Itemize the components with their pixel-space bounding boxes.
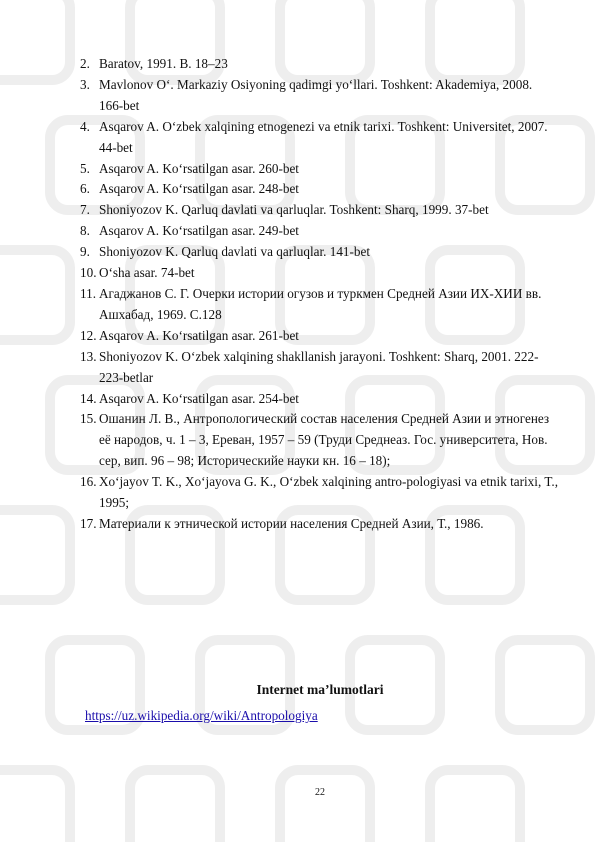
reference-number: 14.: [80, 390, 97, 406]
reference-number: 11.: [80, 285, 96, 301]
reference-number: 7.: [80, 202, 90, 218]
reference-text: Asqarov A. Ko‘rsatilgan asar. 260-bet: [99, 160, 299, 176]
reference-list: [80, 54, 558, 535]
reference-text: Asqarov A. Ko‘rsatilgan asar. 248-bet: [99, 181, 299, 197]
reference-item: [80, 389, 558, 410]
reference-text: Asqarov A. Ko‘rsatilgan asar. 254-bet: [99, 390, 299, 406]
reference-text: Asqarov A. O‘zbek xalqining etnogenezi va etnik tarixi. Toshkent: Universitet, 2007. 44-bet: [99, 118, 548, 155]
reference-item: [80, 179, 558, 200]
reference-item: [80, 514, 558, 535]
reference-text: Baratov, 1991. B. 18–23: [99, 56, 228, 71]
reference-number: 17.: [80, 515, 97, 531]
reference-item: [80, 221, 558, 242]
reference-item: [80, 347, 558, 389]
reference-text: Shoniyozov K. O‘zbek xalqining shakllanish jarayoni. Toshkent: Sharq, 2001. 222-223-betlar: [99, 348, 539, 385]
reference-text: Материали к этнической истории населения Средней Азии, Т., 1986.: [99, 515, 484, 531]
reference-item: [80, 326, 558, 347]
reference-text: Mavlonov O‘. Markaziy Osiyoning qadimgi yo‘llari. Toshkent: Akademiya, 2008. 166-bet: [99, 76, 533, 113]
reference-item: [80, 200, 558, 221]
reference-text: Asqarov A. Ko‘rsatilgan asar. 249-bet: [99, 223, 299, 239]
reference-text: Asqarov A. Ko‘rsatilgan asar. 261-bet: [99, 327, 299, 343]
reference-item: [80, 409, 558, 472]
reference-text: Агаджанов С. Г. Очерки истории огузов и туркмен Средней Азии ИХ-ХИИ вв. Ашхабад, 1969. С.128: [99, 285, 542, 322]
page-number: 22: [315, 787, 325, 798]
reference-text: Xo‘jayov T. K., Xo‘jayova G. K., O‘zbek xalqining antro-pologiyasi va etnik tarixi, T., 1995;: [99, 474, 558, 511]
reference-number: 9.: [80, 244, 90, 260]
reference-number: 10.: [80, 265, 97, 281]
reference-item: [80, 117, 558, 159]
reference-item: [80, 54, 558, 75]
wikipedia-link[interactable]: https://uz.wikipedia.org/wiki/Antropologiya: [85, 708, 318, 723]
reference-text: Ошанин Л. В., Антропологический состав населения Средней Азии и этногенез её народов, ч. 1 – 3, Ереван, 1957 – 59 (Труди Среднеаз. Гос. университета, Нов. сер, вип. 96 – 98; Историческийе науки кн. 16 – 18);: [99, 411, 550, 469]
reference-number: 12.: [80, 327, 97, 343]
reference-number: 5.: [80, 160, 90, 176]
reference-item: [80, 472, 558, 514]
reference-number: 4.: [80, 118, 90, 134]
reference-text: Shoniyozov K. Qarluq davlati va qarluqlar. Toshkent: Sharq, 1999. 37-bet: [99, 202, 489, 218]
reference-item: [80, 75, 558, 117]
reference-number: 3.: [80, 76, 90, 92]
reference-number: 13.: [80, 348, 97, 364]
reference-number: 2.: [80, 56, 90, 71]
reference-text: O‘sha asar. 74-bet: [99, 265, 195, 281]
reference-item: [80, 159, 558, 180]
reference-item: [80, 242, 558, 263]
reference-text: Shoniyozov K. Qarluq davlati va qarluqlar. 141-bet: [99, 244, 371, 260]
reference-number: 6.: [80, 181, 90, 197]
internet-sources-heading: Internet ma’lumotlari: [256, 682, 384, 697]
reference-number: 8.: [80, 223, 90, 239]
reference-number: 15.: [80, 411, 97, 427]
reference-item: [80, 263, 558, 284]
reference-item: [80, 284, 558, 326]
reference-number: 16.: [80, 474, 97, 490]
